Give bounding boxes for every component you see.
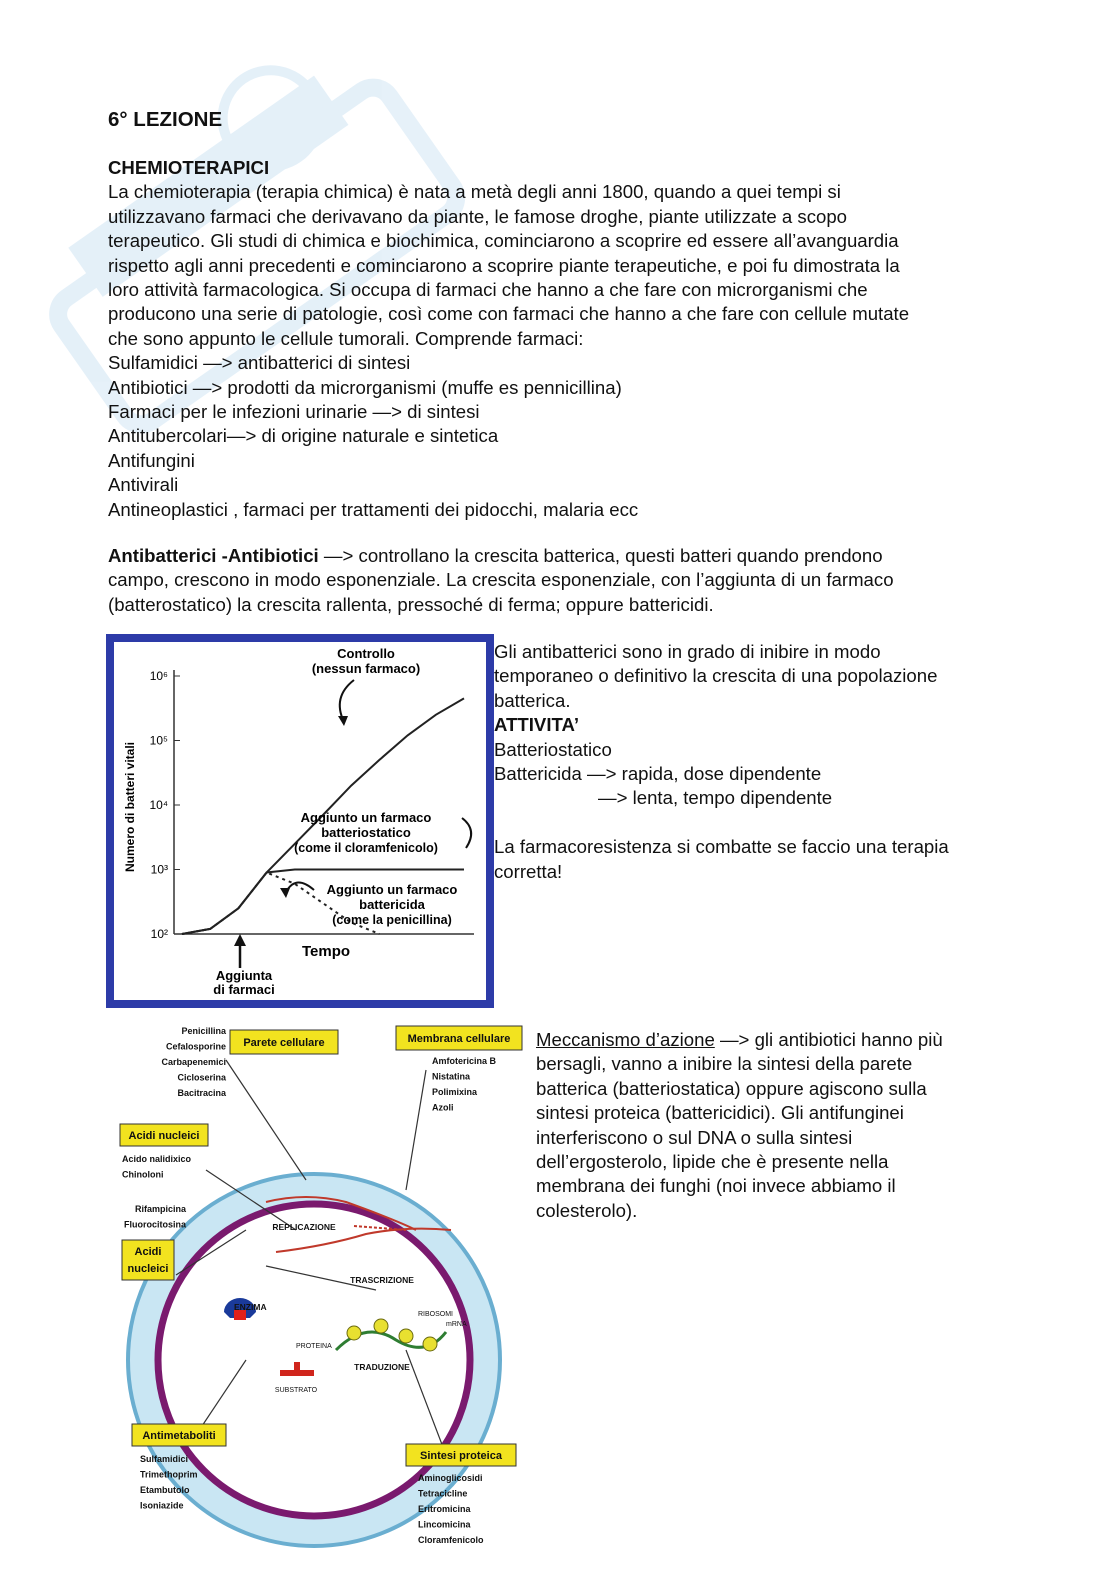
membrane-drug-3: Azoli: [432, 1102, 454, 1113]
drug-list: [108, 351, 1008, 522]
cell-wall-drug-4: Bacitracina: [177, 1088, 226, 1098]
annotation-static-3: (come il cloramfenicolo): [294, 841, 438, 855]
annotation-cidal-1: Aggiunto un farmaco: [326, 882, 458, 897]
cidal-arrowhead: [280, 888, 290, 898]
mechanism-line-2: batterica (batteriostatica) oppure agiscono sulla: [536, 1077, 927, 1099]
antibacterial-label: Antibatterici -Antibiotici: [108, 545, 319, 566]
acidi1-drug-list: [122, 1154, 192, 1180]
antimetaboliti-label: Antimetaboliti: [142, 1430, 216, 1442]
sintesi-drug-1: Tetracicline: [418, 1488, 468, 1499]
section-heading: CHEMIOTERAPICI: [108, 157, 270, 178]
cell-membrane: [158, 1204, 470, 1516]
mechanism-line-4: interferiscono o sul DNA o sulla sintesi: [536, 1126, 853, 1148]
membrane-drug-1: Nistatina: [432, 1071, 471, 1082]
activity-item3: —> lenta, tempo dipendente: [598, 787, 833, 809]
antibacterial-paragraph: [108, 544, 1008, 617]
annotation-added-1: Aggiunta: [215, 968, 273, 983]
proteina-label: PROTEINA: [296, 1343, 332, 1350]
drug-list-item-2: Farmaci per le infezioni urinarie —> di sintesi: [108, 401, 480, 423]
mechanism-line-1: bersagli, vanno a inibire la sintesi della parete: [536, 1053, 913, 1075]
membrana-label: Membrana cellulare: [407, 1033, 511, 1045]
sintesi-drug-2: Eritromicina: [418, 1504, 471, 1514]
traduzione-label: TRADUZIONE: [354, 1362, 410, 1372]
annotation-static-1: Aggiunto un farmaco: [300, 810, 432, 825]
annotation-static-2: batteriostatico: [321, 825, 411, 840]
mechanism-line-0: —> gli antibiotici hanno più: [714, 1029, 943, 1050]
acidi1-drug-0: Acido nalidixico: [122, 1154, 192, 1164]
drug-list-item-3: Antitubercolari—> di origine naturale e sintetica: [108, 425, 499, 447]
cell-wall-drug-3: Cicloserina: [177, 1072, 226, 1083]
antibacterial-line1: —> controllano la crescita batterica, questi batteri quando prendono: [318, 545, 883, 566]
antibacterial-line3: (batterostatico) la crescita rallenta, pressoché di ferma; oppure battericidi.: [108, 593, 714, 615]
y-tick-label-4: 10⁶: [149, 669, 168, 683]
mechanism-line-7: colesterolo).: [536, 1199, 638, 1221]
mechanism-text: [536, 1028, 1006, 1223]
y-tick-label-1: 10³: [150, 862, 168, 877]
mechanism-line-6: membrana dei funghi (noi invece abbiamo il: [536, 1175, 896, 1197]
cell-wall-drug-0: Penicillina: [181, 1026, 226, 1036]
annotation-cidal-2: battericida: [359, 897, 425, 912]
antibacterial-line2: campo, crescono in modo esponenziale. La crescita esponenziale, con l’aggiunta di un farmaco: [108, 569, 894, 591]
drug-list-item-6: Antineoplastici , farmaci per trattamenti dei pidocchi, malaria ecc: [108, 498, 639, 520]
chart-xlabel: Tempo: [301, 943, 351, 960]
intro-line-4: loro attività farmacologica. Si occupa di farmaci che hanno a che fare con microrganismi che: [108, 279, 868, 301]
trascrizione-label: TRASCRIZIONE: [350, 1275, 414, 1285]
cidal-arrow: [286, 882, 314, 892]
activity-item1: Batteriostatico: [494, 738, 612, 760]
intro-paragraph: [108, 180, 1008, 351]
growth-chart-frame: [106, 634, 494, 1008]
y-tick-label-0: 10²: [150, 927, 168, 941]
antimetaboliti-drug-0: Sulfamidici: [140, 1454, 189, 1464]
antimetaboliti-drug-3: Isoniazide: [140, 1500, 184, 1511]
rifa-drug-1: Fluorocitosina: [123, 1219, 186, 1230]
page-title: 6° LEZIONE: [108, 108, 223, 131]
antimetaboliti-drug-1: Trimethoprim: [140, 1469, 198, 1480]
growth-chart: [114, 642, 486, 1000]
ribosomi-label: RIBOSOMI: [418, 1311, 454, 1318]
drug-list-item-5: Antivirali: [108, 474, 179, 496]
mrna-label: mRNA: [446, 1321, 467, 1328]
static-arrow: [462, 818, 471, 848]
acidi1-label: Acidi nucleici: [128, 1130, 200, 1142]
rifa-drug-list: [124, 1204, 187, 1230]
intro-line-3: rispetto agli anni precedenti e cominciarono a scoprire piante terapeutiche, e poi fu dimostrata la: [108, 254, 900, 276]
sintesi-drug-3: Lincomicina: [418, 1519, 471, 1530]
antimetaboliti-drug-2: Etambutolo: [140, 1485, 190, 1495]
enzima-label: ENZIMA: [234, 1302, 267, 1312]
intro-line-0: La chemioterapia (terapia chimica) è nata a metà degli anni 1800, quando a quei tempi si: [108, 181, 841, 203]
replicazione-label: REPLICAZIONE: [272, 1222, 336, 1232]
sintesi-label: Sintesi proteica: [420, 1450, 502, 1462]
added-arrowhead: [234, 934, 246, 946]
mechanism-label: Meccanismo d’azione: [536, 1029, 715, 1050]
cell-wall-drug-list: [161, 1026, 227, 1098]
intro-line-2: terapeutico. Gli studi di chimica e biochimica, cominciarono a scoprire ed essere all’avanguardia: [108, 230, 899, 252]
activity-text: [494, 640, 1014, 884]
acidi2-label-b: nucleici: [127, 1263, 169, 1275]
mechanism-line-3: sintesi proteica (battericidici). Gli antifunginei: [536, 1102, 904, 1124]
sintesi-drug-4: Cloramfenicolo: [418, 1535, 484, 1545]
activity-line2: temporaneo o definitivo la crescita di una popolazione: [494, 665, 938, 687]
membrane-drug-2: Polimixina: [432, 1087, 478, 1097]
resistance-line1: La farmacoresistenza si combatte se faccio una terapia: [494, 836, 949, 858]
intro-line-1: utilizzavano farmaci che derivavano da piante, le famose droghe, piante utilizzate a scopo: [108, 205, 848, 227]
y-tick-label-3: 10⁵: [149, 733, 168, 748]
activity-line1: Gli antibatterici sono in grado di inibire in modo: [494, 641, 881, 662]
membrane-drug-0: Amfotericina B: [432, 1056, 497, 1066]
acidi2-label-a: Acidi: [134, 1246, 162, 1258]
cell-wall-drug-1: Cefalosporine: [165, 1041, 226, 1052]
activity-line3: batterica.: [494, 689, 571, 711]
parete-label: Parete cellulare: [243, 1037, 325, 1049]
sintesi-drug-0: Aminoglicosidi: [418, 1473, 483, 1483]
drug-list-item-1: Antibiotici —> prodotti da microrganismi (muffe es pennicillina): [108, 376, 622, 398]
intro-block: [108, 156, 1008, 522]
control-arrow: [340, 680, 354, 722]
rifa-drug-0: Rifampicina: [134, 1204, 186, 1214]
substrato-label: SUBSTRATO: [274, 1387, 318, 1394]
drug-list-item-4: Antifungini: [108, 449, 195, 471]
y-tick-label-2: 10⁴: [149, 798, 168, 812]
intro-line-6: che sono appunto le cellule tumorali. Comprende farmaci:: [108, 327, 584, 349]
activity-heading: ATTIVITA’: [494, 714, 580, 736]
mechanism-line-5: dell’ergosterolo, lipide che è presente nella: [536, 1151, 889, 1173]
annotation-added-2: di farmaci: [213, 982, 275, 997]
annotation-cidal-3: (come la penicillina): [332, 913, 452, 927]
control-arrowhead: [338, 716, 348, 726]
intro-line-5: producono una serie di patologie, così come con farmaci che hanno a che fare con cellule mutate: [108, 303, 910, 325]
annotation-control-1: Controllo: [337, 646, 395, 661]
chart-ylabel: Numero di batteri vitali: [123, 741, 137, 873]
membrane-drug-list: [432, 1056, 497, 1113]
annotation-control-2: (nessun farmaco): [311, 661, 421, 676]
acidi1-drug-1: Chinoloni: [122, 1169, 164, 1180]
activity-item2: Battericida —> rapida, dose dipendente: [494, 763, 822, 785]
resistance-line2: corretta!: [494, 860, 563, 882]
drug-list-item-0: Sulfamidici —> antibatterici di sintesi: [108, 352, 411, 374]
mechanism-diagram: [106, 1020, 526, 1560]
cell-wall-drug-2: Carbapenemici: [161, 1057, 226, 1067]
